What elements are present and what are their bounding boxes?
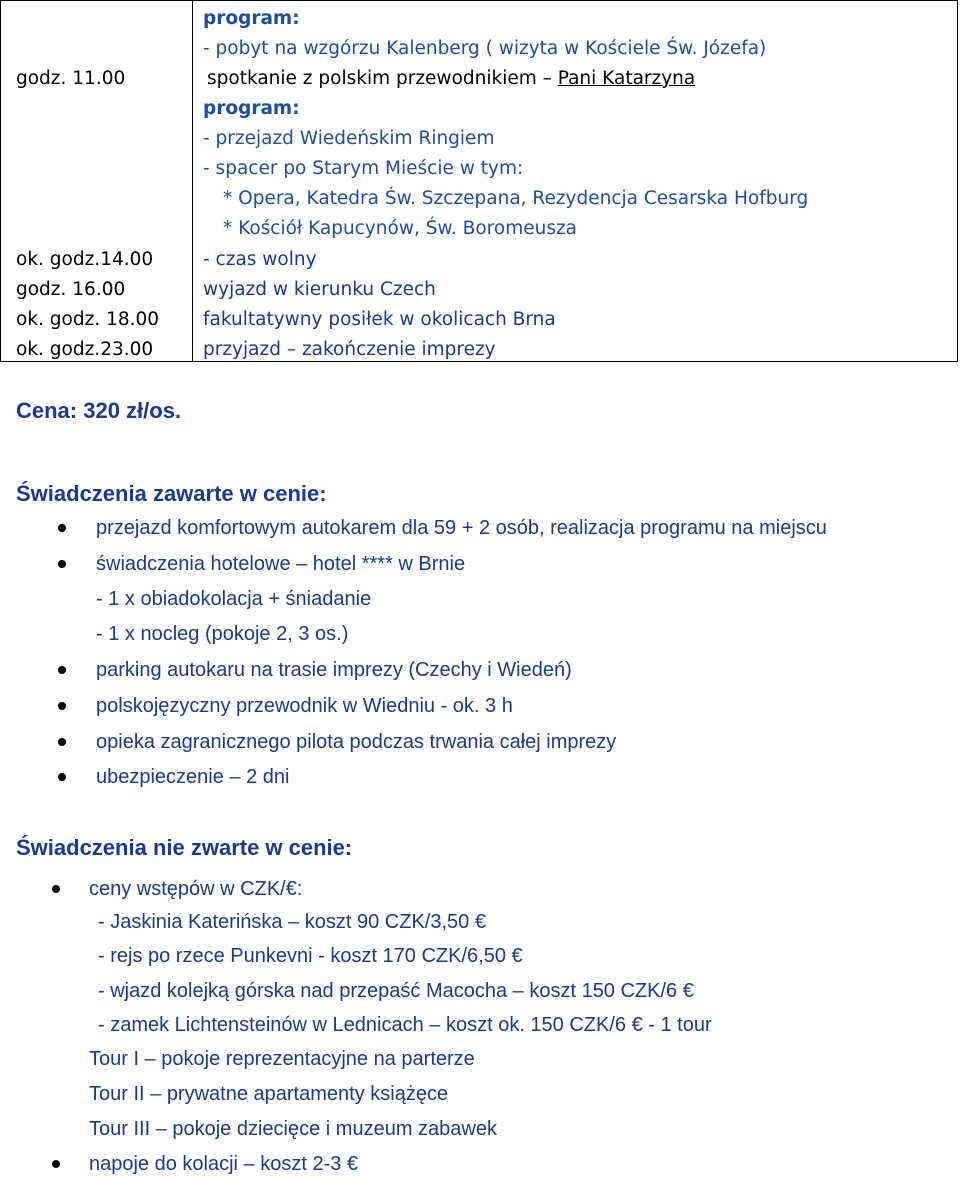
time-cell: ok. godz.23.00: [16, 339, 154, 360]
bullet-icon: [58, 524, 66, 532]
list-item: ubezpieczenie – 2 dni: [96, 766, 290, 788]
time-cell: godz. 11.00: [16, 68, 126, 89]
program-label: program:: [203, 98, 300, 119]
bullet-icon: [52, 885, 60, 893]
schedule-table: [0, 0, 958, 362]
list-item: - 1 x obiadokolacja + śniadanie: [96, 588, 372, 610]
list-item: - wjazd kolejką górska nad przepaść Macocha – koszt 150 CZK/6 €: [98, 980, 694, 1002]
program-line: - czas wolny: [203, 249, 317, 270]
list-item: świadczenia hotelowe – hotel **** w Brnie: [96, 553, 466, 575]
program-line: * Opera, Katedra Św. Szczepana, Rezydencja Cesarska Hofburg: [223, 188, 809, 209]
bullet-icon: [58, 738, 66, 746]
list-item: napoje do kolacji – koszt 2-3 €: [89, 1153, 359, 1175]
meeting-text: spotkanie z polskim przewodnikiem –: [207, 68, 558, 89]
program-line: przyjazd – zakończenie imprezy: [203, 339, 496, 360]
guide-name: Pani Katarzyna: [557, 68, 696, 89]
bullet-icon: [58, 702, 66, 710]
list-item: opieka zagranicznego pilota podczas trwania całej imprezy: [96, 731, 617, 753]
list-item: - Jaskinia Katerińska – koszt 90 CZK/3,50 €: [98, 911, 486, 933]
bullet-icon: [58, 560, 66, 568]
list-item: przejazd komfortowym autokarem dla 59 + 2 osób, realizacja programu na miejscu: [96, 517, 827, 539]
bullet-icon: [58, 666, 66, 674]
list-item: Tour I – pokoje reprezentacyjne na parterze: [89, 1048, 475, 1070]
not-included-title: Świadczenia nie zwarte w cenie:: [16, 835, 353, 860]
bullet-icon: [52, 1160, 60, 1168]
program-line: - spacer po Starym Mieście w tym:: [203, 158, 524, 179]
list-item: - rejs po rzece Punkevni - koszt 170 CZK/6,50 €: [98, 945, 523, 967]
price-text: Cena: 320 zł/os.: [16, 398, 182, 423]
list-item: Tour III – pokoje dziecięce i muzeum zabawek: [89, 1118, 497, 1140]
time-cell: ok. godz. 18.00: [16, 309, 160, 330]
included-title: Świadczenia zawarte w cenie:: [16, 481, 327, 506]
time-cell: godz. 16.00: [16, 279, 126, 300]
list-item: parking autokaru na trasie imprezy (Czechy i Wiedeń): [96, 659, 572, 681]
list-item: Tour II – prywatne apartamenty książęce: [89, 1083, 449, 1105]
list-item: polskojęzyczny przewodnik w Wiedniu - ok. 3 h: [96, 695, 513, 717]
program-line: * Kościół Kapucynów, Św. Boromeusza: [223, 218, 578, 239]
time-cell: ok. godz.14.00: [16, 249, 154, 270]
table-divider: [192, 1, 193, 361]
program-line: [207, 67, 695, 91]
program-line: wyjazd w kierunku Czech: [203, 279, 436, 300]
program-line: - pobyt na wzgórzu Kalenberg ( wizyta w Kościele Św. Józefa): [203, 38, 767, 59]
bullet-icon: [58, 773, 66, 781]
list-item: - zamek Lichtensteinów w Lednicach – koszt ok. 150 CZK/6 € - 1 tour: [98, 1014, 712, 1036]
list-item: - 1 x nocleg (pokoje 2, 3 os.): [96, 623, 349, 645]
program-line: fakultatywny posiłek w okolicach Brna: [203, 309, 556, 330]
program-label: program:: [203, 8, 300, 29]
program-line: - przejazd Wiedeńskim Ringiem: [203, 128, 495, 149]
list-item: ceny wstępów w CZK/€:: [89, 878, 303, 900]
